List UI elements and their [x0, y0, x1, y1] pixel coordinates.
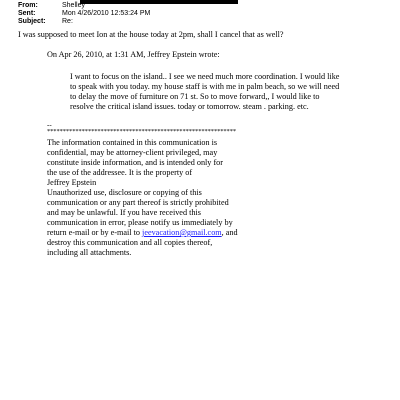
subject-label: Subject:	[18, 18, 46, 25]
quoted-line: to delay the move of furniture on 71 st. So to move forward,, I would like to	[70, 92, 320, 101]
separator-dashes: --	[47, 121, 52, 129]
quoted-line: I want to focus on the island.. I see we need much more coordination. I would like	[70, 72, 340, 81]
reply-text: I was supposed to meet Ion at the house today at 2pm, shall I cancel that as well?	[18, 30, 284, 39]
redaction-bar	[80, 0, 238, 4]
email-link[interactable]: jeevacation@gmail.com	[142, 228, 222, 237]
disclaimer-text: , and	[221, 228, 238, 237]
disclaimer-line: constitute inside information, and is intended only for	[47, 158, 223, 167]
quote-intro: On Apr 26, 2010, at 1:31 AM, Jeffrey Epstein wrote:	[47, 50, 220, 59]
from-value: Shelley	[62, 2, 85, 9]
subject-value: Re:	[62, 18, 73, 25]
separator-stars: ************************************************************	[47, 128, 237, 135]
disclaimer-line: Jeffrey Epstein	[47, 178, 97, 187]
disclaimer-line: The information contained in this communication is	[47, 138, 218, 147]
disclaimer-line: communication in error, please notify us immediately by	[47, 218, 233, 227]
disclaimer-line: destroy this communication and all copies thereof,	[47, 238, 213, 247]
disclaimer-text: return e-mail or by e-mail to	[47, 228, 143, 237]
disclaimer-line: communication or any part thereof is strictly prohibited	[47, 198, 229, 207]
quoted-line: to speak with you today. my house staff is with me in palm beach, so we will need	[70, 82, 340, 91]
disclaimer-line: and may be unlawful. If you have received this	[47, 208, 201, 217]
sent-value: Mon 4/26/2010 12:53:24 PM	[62, 10, 151, 17]
from-label: From:	[18, 2, 38, 9]
disclaimer-line-email	[47, 228, 238, 238]
disclaimer-line: including all attachments.	[47, 248, 132, 257]
sent-label: Sent:	[18, 10, 36, 17]
quoted-line: resolve the critical island issues. today or tomorrow. steam . parking. etc.	[70, 102, 309, 111]
disclaimer-line: confidential, may be attorney-client privileged, may	[47, 148, 218, 157]
disclaimer-line: the use of the addressee. It is the property of	[47, 168, 193, 177]
disclaimer-line: Unauthorized use, disclosure or copying of this	[47, 188, 202, 197]
